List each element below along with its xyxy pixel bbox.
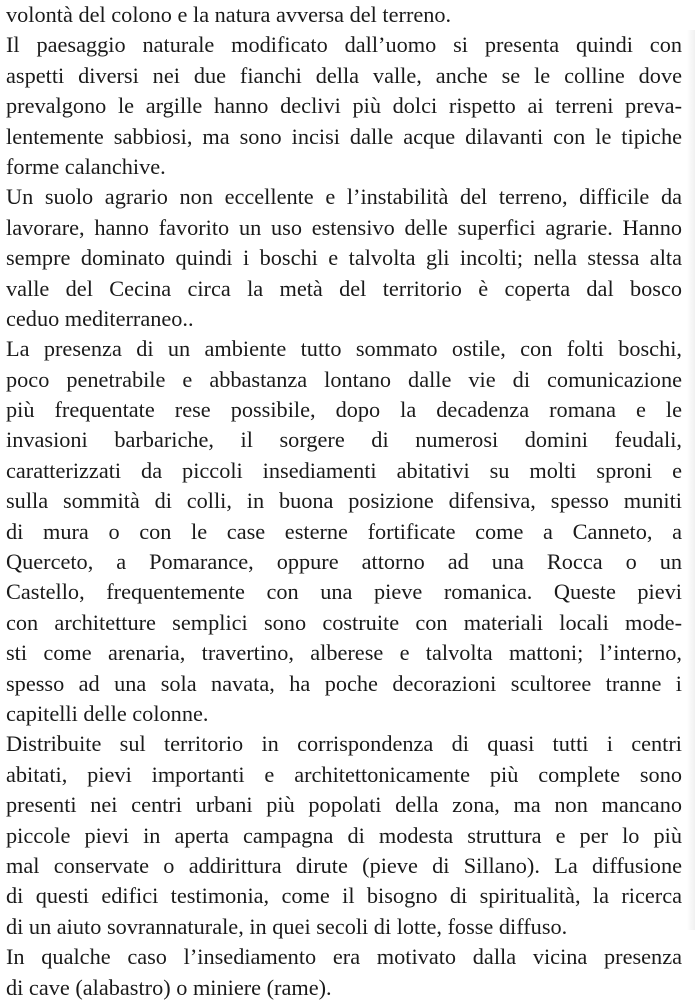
text-line: Il paesaggio naturale modificato dall’uomo si presenta quindi con: [6, 32, 682, 58]
text-line: di cave (alabastro) o miniere (rame).: [6, 974, 332, 1000]
text-line: caratterizzati da piccoli insediamenti abitativi su molti sproni e: [6, 457, 682, 483]
text-line: sempre dominato quindi i boschi e talvolta gli incolti; nella stessa alta: [6, 245, 682, 271]
text-line: sti come arenaria, travertino, alberese e talvolta mattoni; l’interno,: [6, 640, 682, 666]
text-line: lavorare, hanno favorito un uso estensivo delle superfici agrarie. Hanno: [6, 214, 682, 240]
text-line: sulla sommità di colli, in buona posizione difensiva, spesso muniti: [6, 488, 682, 514]
text-line: di un aiuto sovrannaturale, in quei secoli di lotte, fosse diffuso.: [6, 913, 568, 939]
text-line: Un suolo agrario non eccellente e l’instabilità del terreno, difficile da: [6, 184, 682, 210]
text-line: piccole pievi in aperta campagna di modesta struttura e per lo più: [6, 822, 682, 848]
paragraph: [6, 942, 682, 1003]
text-line: volontà del colono e la natura avversa del terreno.: [6, 2, 452, 27]
text-line: mal conservate o addirittura dirute (pieve di Sillano). La diffusione: [6, 852, 682, 878]
paragraph: [6, 729, 682, 942]
text-line: capitelli delle colonne.: [6, 700, 209, 726]
paragraph: [6, 0, 682, 30]
text-line: invasioni barbariche, il sorgere di numerosi domini feudali,: [6, 427, 682, 453]
text-line: La presenza di un ambiente tutto sommato ostile, con folti boschi,: [6, 336, 682, 362]
text-line: aspetti diversi nei due fianchi della valle, anche se le colline dove: [6, 62, 682, 88]
text-line: ceduo mediterraneo..: [6, 305, 194, 331]
text-line: In qualche caso l’insediamento era motivato dalla vicina presenza: [6, 944, 682, 970]
text-line: poco penetrabile e abbastanza lontano dalle vie di comunicazione: [6, 366, 682, 392]
page-edge-shadow: [687, 30, 695, 930]
text-line: Distribuite sul territorio in corrispondenza di quasi tutti i centri: [6, 731, 682, 757]
text-line: abitati, pievi importanti e architettonicamente più complete sono: [6, 761, 682, 787]
text-line: forme calanchive.: [6, 153, 166, 179]
text-line: più frequentate rese possibile, dopo la decadenza romana e le: [6, 397, 682, 423]
text-line: Castello, frequentemente con una pieve romanica. Queste pievi: [6, 579, 682, 605]
text-line: lentemente sabbiosi, ma sono incisi dalle acque dilavanti con le tipiche: [6, 123, 682, 149]
page-text: [6, 0, 682, 1003]
text-line: Querceto, a Pomarance, oppure attorno ad una Rocca o un: [6, 549, 682, 575]
text-line: con architetture semplici sono costruite con materiali locali mode-: [6, 609, 682, 635]
text-line: prevalgono le argille hanno declivi più dolci rispetto ai terreni preva-: [6, 93, 682, 119]
text-line: di questi edifici testimonia, come il bisogno di spiritualità, la ricerca: [6, 883, 682, 909]
text-line: spesso ad una sola navata, ha poche decorazioni scultoree tranne i: [6, 670, 682, 696]
text-line: presenti nei centri urbani più popolati della zona, ma non mancano: [6, 792, 682, 818]
paragraph: [6, 334, 682, 729]
paragraph: [6, 30, 682, 182]
paragraph: [6, 182, 682, 334]
text-line: di mura o con le case esterne fortificate come a Canneto, a: [6, 518, 682, 544]
text-line: valle del Cecina circa la metà del territorio è coperta dal bosco: [6, 275, 682, 301]
